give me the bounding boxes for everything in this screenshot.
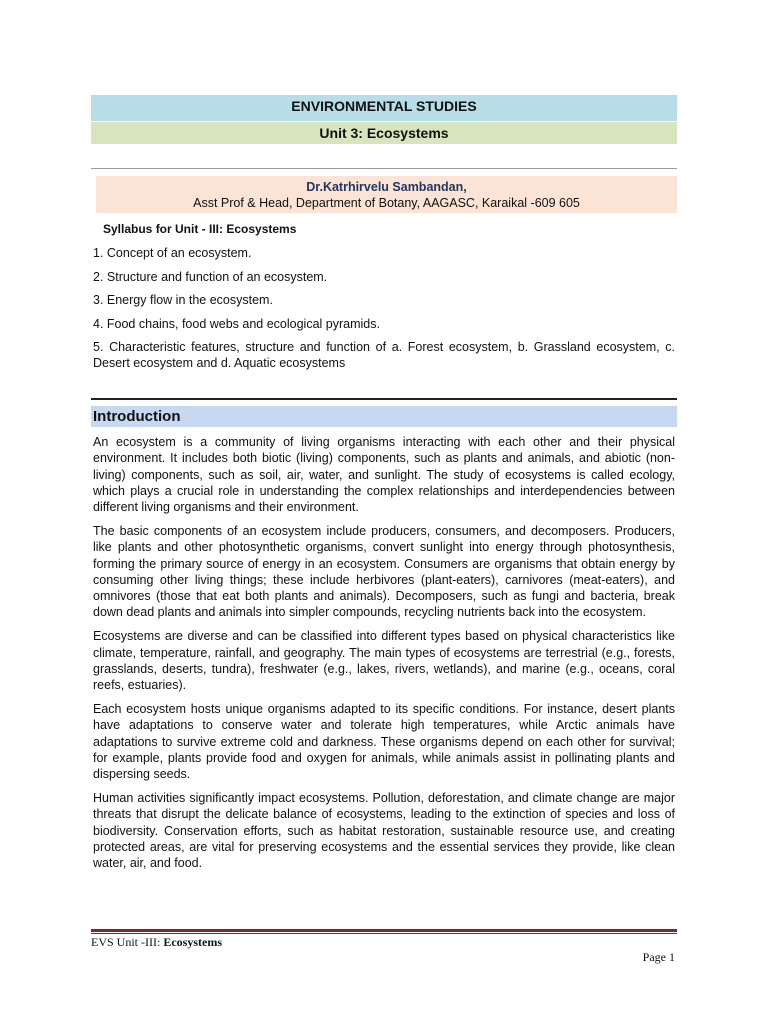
footer-rule-thin bbox=[91, 933, 677, 934]
paragraph: Each ecosystem hosts unique organisms adapted to its specific conditions. For instance, desert plants have adaptations to conserve water and tolerate high temperatures, while Arctic animals have adaptations to survive extreme cold and darkness. These organisms depend on each other for survival; for example, plants provide food and oxygen for animals, while animals assist in pollinating plants and dispersing seeds. bbox=[93, 701, 675, 782]
syllabus-item: 4. Food chains, food webs and ecological pyramids. bbox=[93, 316, 380, 331]
page-number: Page 1 bbox=[642, 950, 675, 964]
introduction-heading: Introduction bbox=[91, 406, 677, 427]
syllabus-item: 3. Energy flow in the ecosystem. bbox=[93, 293, 273, 307]
paragraph: An ecosystem is a community of living organisms interacting with each other and their physical environment. It includes both biotic (living) components, such as plants and animals, and abiotic (non-living) components, such as soil, air, water, and sunlight. The study of ecosystems is called ecology, which plays a crucial role in understanding the complex relationships and interdependencies between different living organisms and their environment. bbox=[93, 435, 675, 515]
syllabus-heading: Syllabus for Unit - III: Ecosystems bbox=[103, 222, 297, 236]
document-title: ENVIRONMENTAL STUDIES bbox=[91, 95, 677, 121]
unit-title: Unit 3: Ecosystems bbox=[91, 122, 677, 144]
syllabus-item: 5. Characteristic features, structure and function of a. Forest ecosystem, b. Grassland ecosystem, c. Desert ecosystem and d. Aquatic ecosystems bbox=[93, 340, 675, 370]
syllabus-list bbox=[93, 245, 675, 379]
footer-rule bbox=[91, 929, 677, 932]
paragraph: Ecosystems are diverse and can be classified into different types based on physical characteristics like climate, temperature, rainfall, and geography. The main types of ecosystems are terrestrial (e.g., forests, grasslands, deserts, tundra), freshwater (e.g., lakes, rivers, wetlands), and marine (e.g., oceans, coral reefs, estuaries). bbox=[93, 629, 675, 693]
author-affiliation: Asst Prof & Head, Department of Botany, AAGASC, Karaikal -609 605 bbox=[193, 196, 580, 210]
paragraph: Human activities significantly impact ecosystems. Pollution, deforestation, and climate change are major threats that disrupt the delicate balance of ecosystems, leading to the extinction of species and loss of biodiversity. Conservation efforts, such as habitat restoration, sustainable resource use, and creating protected areas, are vital for preserving ecosystems and the essential services they provide, like clean water, air, and food. bbox=[93, 790, 675, 871]
footer-prefix: EVS Unit -III: bbox=[91, 935, 164, 949]
author-block bbox=[96, 176, 677, 213]
divider bbox=[91, 168, 677, 169]
section-divider bbox=[91, 398, 677, 400]
footer-topic: Ecosystems bbox=[163, 935, 222, 949]
syllabus-item: 1. Concept of an ecosystem. bbox=[93, 246, 252, 260]
footer-label bbox=[91, 935, 222, 950]
paragraph: The basic components of an ecosystem include producers, consumers, and decomposers. Producers, like plants and other photosynthetic organisms, convert sunlight into energy through photosynthesis, forming the primary source of energy in an ecosystem. Consumers are organisms that obtain energy by consuming other living things; these include herbivores (plant-eaters), carnivores (meat-eaters), and omnivores (those that eat both plants and animals). Decomposers, such as fungi and bacteria, break down dead plants and animals into simpler compounds, recycling nutrients back into the ecosystem. bbox=[93, 523, 675, 620]
author-name: Dr.Katrhirvelu Sambandan, bbox=[306, 180, 467, 194]
syllabus-item: 2. Structure and function of an ecosystem. bbox=[93, 269, 328, 284]
introduction-body bbox=[93, 434, 675, 879]
